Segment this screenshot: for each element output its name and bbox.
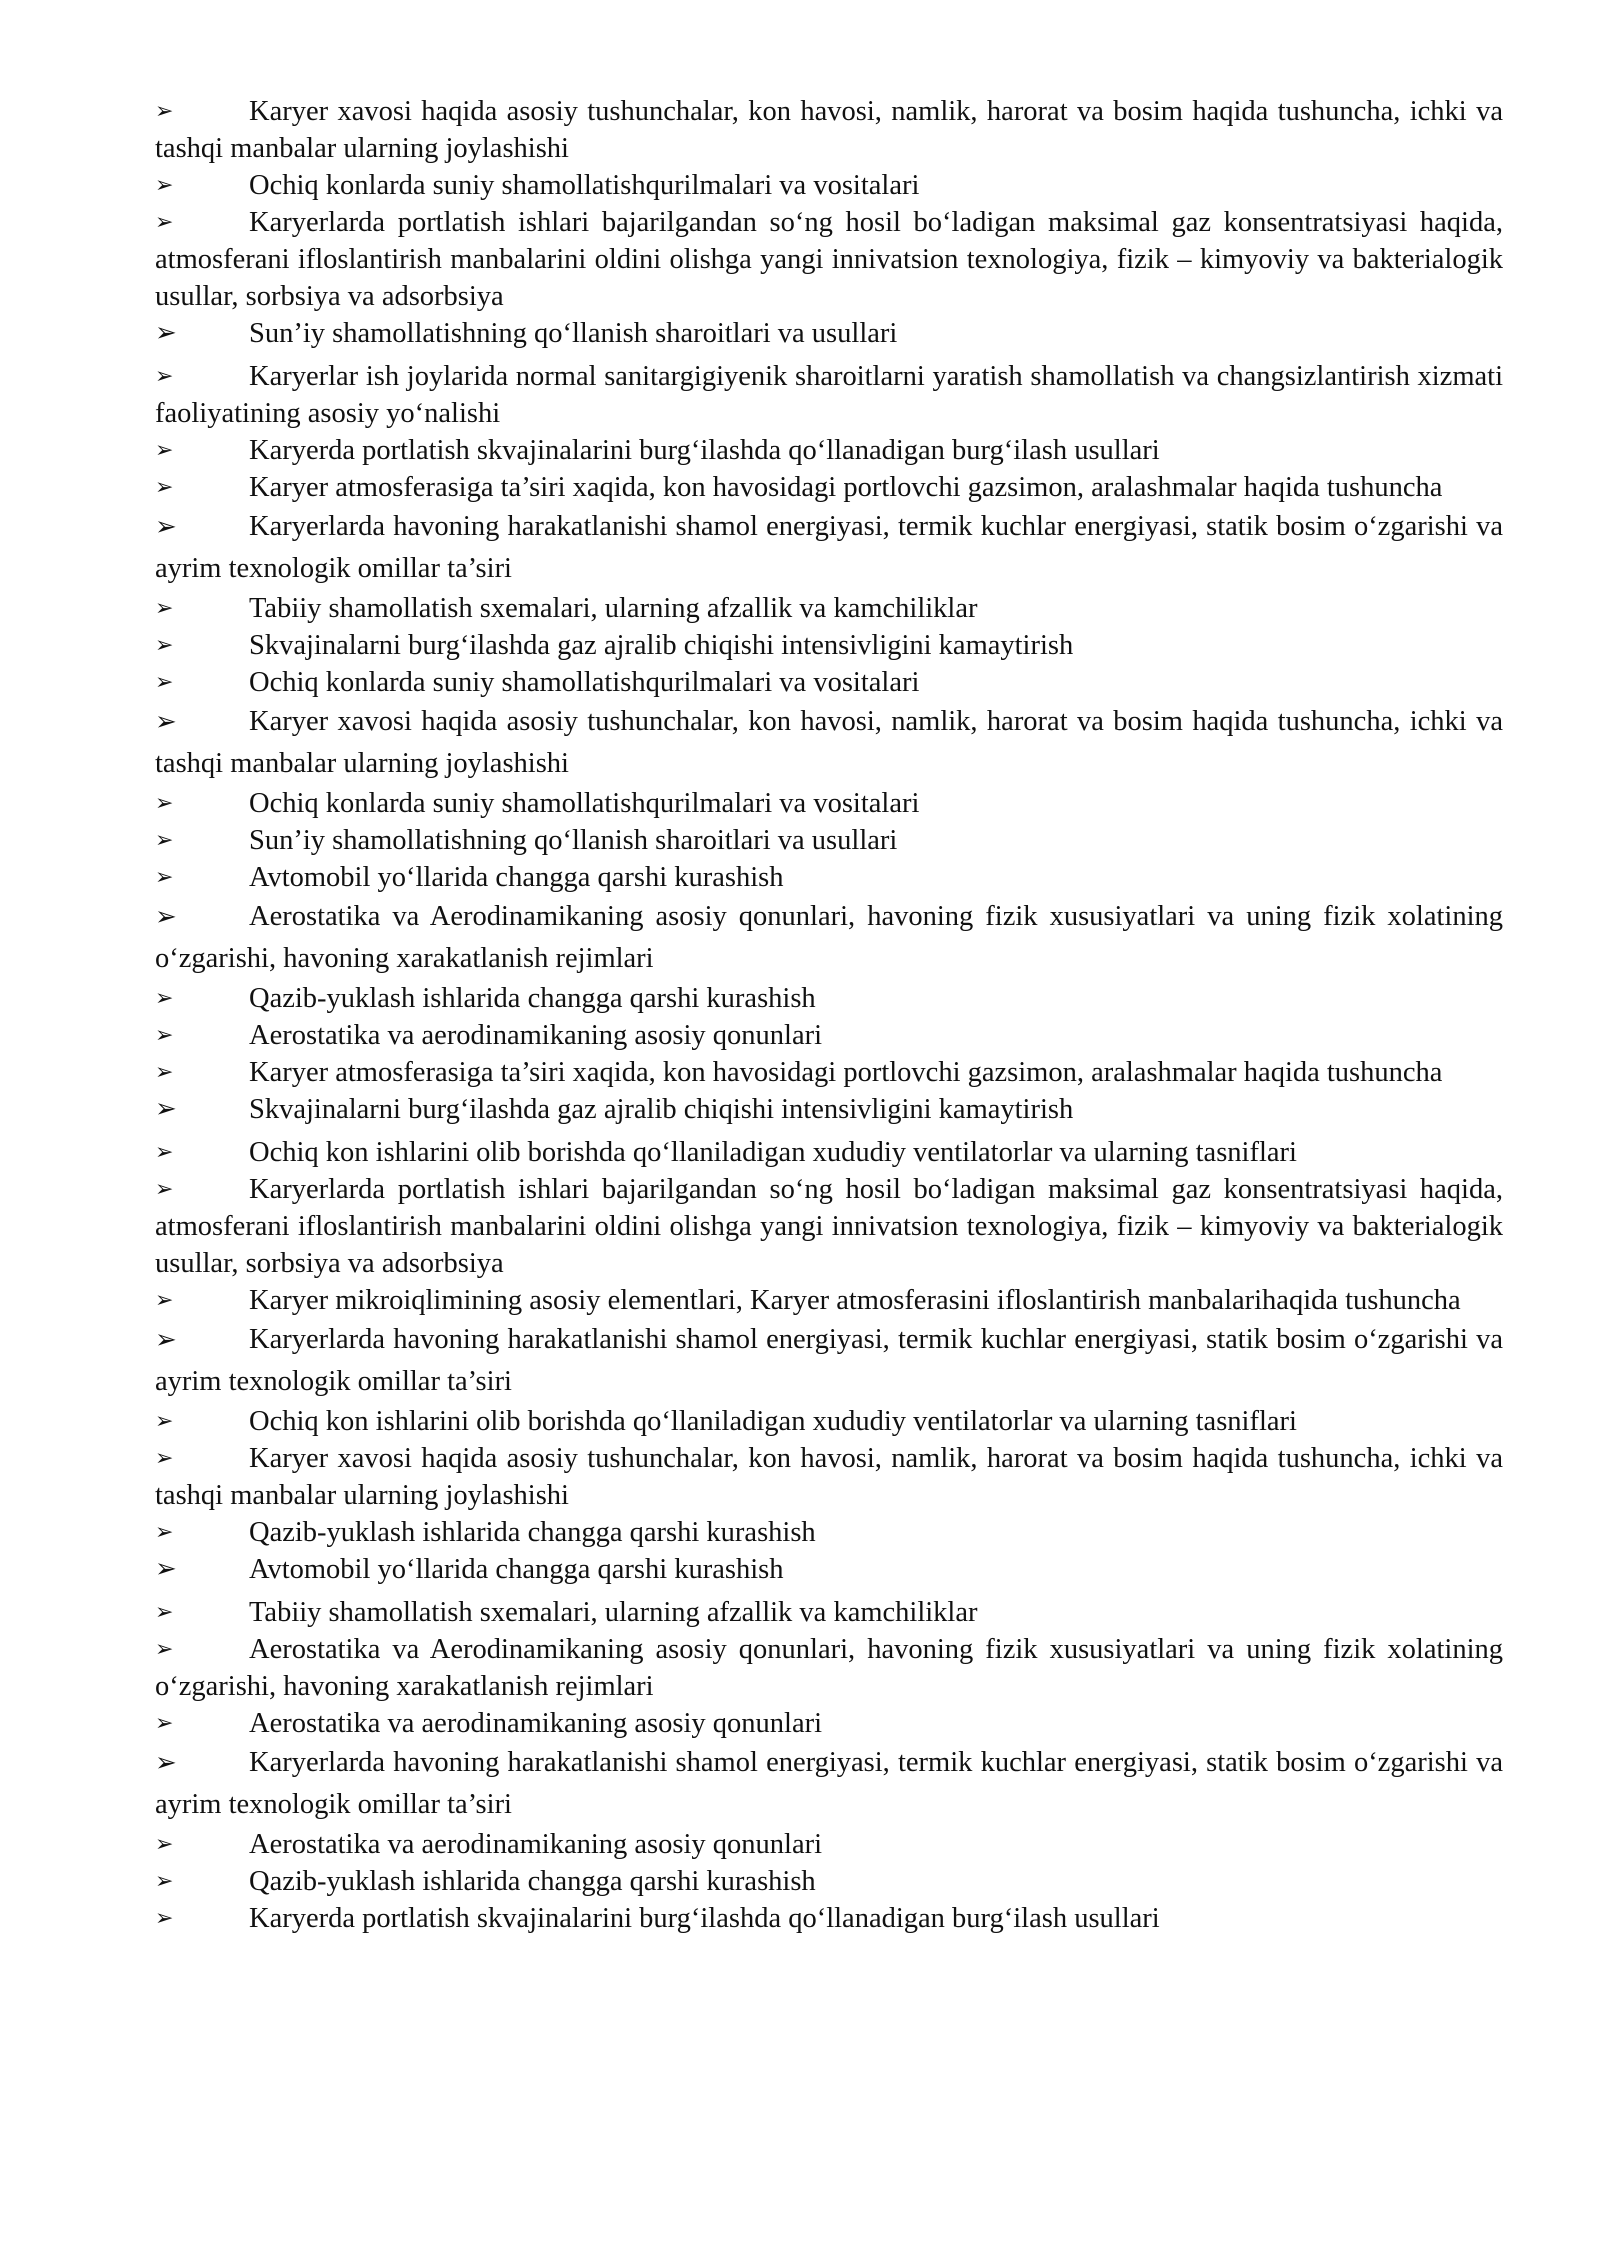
arrowhead-bullet-icon: ➢ (155, 1446, 174, 1471)
arrowhead-bullet-icon: ➢ (155, 475, 174, 500)
list-item-text: Ochiq konlarda suniy shamollatishqurilmalari va vositalari (249, 667, 920, 698)
list-item (155, 980, 1503, 1017)
list-item-text: Karyer xavosi haqida asosiy tushunchalar, kon havosi, namlik, harorat va bosim haqida tushuncha, ichki va tashqi manbalar ularning joylashishi (155, 96, 1503, 164)
arrowhead-bullet-icon: ➢ (155, 364, 174, 389)
list-item-text: Skvajinalarni burg‘ilashda gaz ajralib chiqishi intensivligini kamaytirish (249, 630, 1074, 661)
list-item-text: Aerostatika va aerodinamikaning asosiy qonunlari (249, 1708, 823, 1739)
list-item (155, 822, 1503, 859)
arrowhead-bullet-icon: ➢ (155, 1832, 174, 1857)
list-item-text: Ochiq konlarda suniy shamollatishqurilmalari va vositalari (249, 788, 920, 819)
arrowhead-bullet-icon: ➢ (155, 1906, 174, 1931)
list-item (155, 93, 1503, 167)
list-item (155, 1282, 1503, 1319)
list-item-text: Sun’iy shamollatishning qo‘llanish sharoitlari va usullari (249, 318, 898, 349)
arrowhead-bullet-icon: ➢ (155, 1325, 177, 1355)
arrowhead-bullet-icon: ➢ (155, 512, 177, 542)
list-item-text: Karyerlar ish joylarida normal sanitargigiyenik sharoitlarni yaratish shamollatish va changsizlantirish xizmati faoliyatining asosiy yo‘nalishi (155, 361, 1503, 429)
arrowhead-bullet-icon: ➢ (155, 707, 177, 737)
list-item-text: Karyer mikroiqlimining asosiy elementlari, Karyer atmosferasini ifloslantirish manbalarihaqida tushuncha (249, 1285, 1461, 1316)
arrowhead-bullet-icon: ➢ (155, 438, 174, 463)
list-item-text: Tabiiy shamollatish sxemalari, ularning afzallik va kamchiliklar (249, 1597, 978, 1628)
list-item (155, 1091, 1503, 1128)
list-item (155, 859, 1503, 896)
list-item (155, 432, 1503, 469)
arrowhead-bullet-icon: ➢ (155, 99, 174, 124)
arrowhead-bullet-icon: ➢ (155, 210, 174, 235)
list-item (155, 167, 1503, 204)
arrowhead-bullet-icon: ➢ (155, 1869, 174, 1894)
list-item-text: Karyer atmosferasiga ta’siri xaqida, kon havosidagi portlovchi gazsimon, aralashmalar haqida tushuncha (249, 472, 1443, 503)
list-item (155, 1594, 1503, 1631)
arrowhead-bullet-icon: ➢ (155, 596, 174, 621)
arrowhead-bullet-icon: ➢ (155, 828, 174, 853)
list-item-text: Avtomobil yo‘llarida changga qarshi kurashish (249, 862, 784, 893)
arrowhead-bullet-icon: ➢ (155, 1600, 174, 1625)
arrowhead-bullet-icon: ➢ (155, 1520, 174, 1545)
arrowhead-bullet-icon: ➢ (155, 1554, 177, 1584)
list-item-text: Karyer xavosi haqida asosiy tushunchalar, kon havosi, namlik, harorat va bosim haqida tushuncha, ichki va tashqi manbalar ularning joylashishi (155, 1443, 1503, 1511)
list-item (155, 590, 1503, 627)
list-item-text: Aerostatika va aerodinamikaning asosiy qonunlari (249, 1829, 823, 1860)
arrowhead-bullet-icon: ➢ (155, 1748, 177, 1778)
list-item (155, 1403, 1503, 1440)
list-item (155, 627, 1503, 664)
list-item-text: Sun’iy shamollatishning qo‘llanish sharoitlari va usullari (249, 825, 898, 856)
list-item-text: Ochiq kon ishlarini olib borishda qo‘llaniladigan xududiy ventilatorlar va ularning tasniflari (249, 1137, 1297, 1168)
list-item (155, 315, 1503, 352)
arrowhead-bullet-icon: ➢ (155, 633, 174, 658)
list-item (155, 1631, 1503, 1705)
arrowhead-bullet-icon: ➢ (155, 1288, 174, 1313)
list-item-text: Karyer atmosferasiga ta’siri xaqida, kon havosidagi portlovchi gazsimon, aralashmalar haqida tushuncha (249, 1057, 1443, 1088)
arrowhead-bullet-icon: ➢ (155, 986, 174, 1011)
list-item (155, 896, 1503, 980)
arrowhead-bullet-icon: ➢ (155, 1060, 174, 1085)
arrowhead-bullet-icon: ➢ (155, 865, 174, 890)
arrowhead-bullet-icon: ➢ (155, 670, 174, 695)
list-item (155, 785, 1503, 822)
list-item (155, 1440, 1503, 1514)
list-item (155, 1054, 1503, 1091)
list-item-text: Aerostatika va Aerodinamikaning asosiy qonunlari, havoning fizik xususiyatlari va uning fizik xolatining o‘zgarishi, havoning xarakatlanish rejimlari (155, 1634, 1503, 1702)
list-item-text: Karyerda portlatish skvajinalarini burg‘ilashda qo‘llanadigan burg‘ilash usullari (249, 435, 1160, 466)
list-item (155, 204, 1503, 315)
list-item (155, 1742, 1503, 1826)
arrowhead-bullet-icon: ➢ (155, 902, 177, 932)
list-item-text: Karyerlarda havoning harakatlanishi shamol energiyasi, termik kuchlar energiyasi, statik bosim o‘zgarishi va ayrim texnologik omillar ta’siri (155, 1324, 1503, 1397)
list-item-text: Qazib-yuklash ishlarida changga qarshi kurashish (249, 1517, 816, 1548)
list-item (155, 1863, 1503, 1900)
list-item (155, 1900, 1503, 1937)
list-item (155, 1134, 1503, 1171)
list-item (155, 701, 1503, 785)
list-item (155, 358, 1503, 432)
list-item-text: Skvajinalarni burg‘ilashda gaz ajralib chiqishi intensivligini kamaytirish (249, 1094, 1074, 1125)
list-item-text: Karyerlarda havoning harakatlanishi shamol energiyasi, termik kuchlar energiyasi, statik bosim o‘zgarishi va ayrim texnologik omillar ta’siri (155, 511, 1503, 584)
list-item-text: Aerostatika va Aerodinamikaning asosiy qonunlari, havoning fizik xususiyatlari va uning fizik xolatining o‘zgarishi, havoning xarakatlanish rejimlari (155, 901, 1503, 974)
arrowhead-bullet-icon: ➢ (155, 1140, 174, 1165)
list-item (155, 469, 1503, 506)
list-item-text: Karyerlarda portlatish ishlari bajarilgandan so‘ng hosil bo‘ladigan maksimal gaz konsentratsiyasi haqida, atmosferani ifloslantirish manbalarini oldini olishga yangi innivatsion texnologiya, fizik – kimyoviy va bakterialogik usullar, sorbsiya va adsorbsiya (155, 207, 1503, 312)
arrowhead-bullet-icon: ➢ (155, 1023, 174, 1048)
list-item-text: Aerostatika va aerodinamikaning asosiy qonunlari (249, 1020, 823, 1051)
arrowhead-bullet-icon: ➢ (155, 173, 174, 198)
list-item (155, 664, 1503, 701)
list-item (155, 1171, 1503, 1282)
list-item-text: Ochiq kon ishlarini olib borishda qo‘llaniladigan xududiy ventilatorlar va ularning tasniflari (249, 1406, 1297, 1437)
list-item-text: Karyerda portlatish skvajinalarini burg‘ilashda qo‘llanadigan burg‘ilash usullari (249, 1903, 1160, 1934)
arrowhead-bullet-icon: ➢ (155, 1177, 174, 1202)
list-item-text: Qazib-yuklash ishlarida changga qarshi kurashish (249, 1866, 816, 1897)
list-item-text: Tabiiy shamollatish sxemalari, ularning afzallik va kamchiliklar (249, 593, 978, 624)
list-item (155, 506, 1503, 590)
list-item (155, 1551, 1503, 1588)
list-item-text: Karyer xavosi haqida asosiy tushunchalar, kon havosi, namlik, harorat va bosim haqida tushuncha, ichki va tashqi manbalar ularning joylashishi (155, 706, 1503, 779)
list-item (155, 1319, 1503, 1403)
arrowhead-bullet-icon: ➢ (155, 791, 174, 816)
list-item-text: Avtomobil yo‘llarida changga qarshi kurashish (249, 1554, 784, 1585)
list-item (155, 1705, 1503, 1742)
arrowhead-bullet-icon: ➢ (155, 1637, 174, 1662)
arrowhead-bullet-icon: ➢ (155, 1711, 174, 1736)
list-item (155, 1017, 1503, 1054)
list-item-text: Ochiq konlarda suniy shamollatishqurilmalari va vositalari (249, 170, 920, 201)
document-page (155, 93, 1503, 1937)
list-item-text: Karyerlarda portlatish ishlari bajarilgandan so‘ng hosil bo‘ladigan maksimal gaz konsentratsiyasi haqida, atmosferani ifloslantirish manbalarini oldini olishga yangi innivatsion texnologiya, fizik – kimyoviy va bakterialogik usullar, sorbsiya va adsorbsiya (155, 1174, 1503, 1279)
arrowhead-bullet-icon: ➢ (155, 1094, 177, 1124)
list-item (155, 1514, 1503, 1551)
list-item-text: Karyerlarda havoning harakatlanishi shamol energiyasi, termik kuchlar energiyasi, statik bosim o‘zgarishi va ayrim texnologik omillar ta’siri (155, 1747, 1503, 1820)
list-item-text: Qazib-yuklash ishlarida changga qarshi kurashish (249, 983, 816, 1014)
list-item (155, 1826, 1503, 1863)
arrowhead-bullet-icon: ➢ (155, 1409, 174, 1434)
arrowhead-bullet-icon: ➢ (155, 318, 177, 348)
